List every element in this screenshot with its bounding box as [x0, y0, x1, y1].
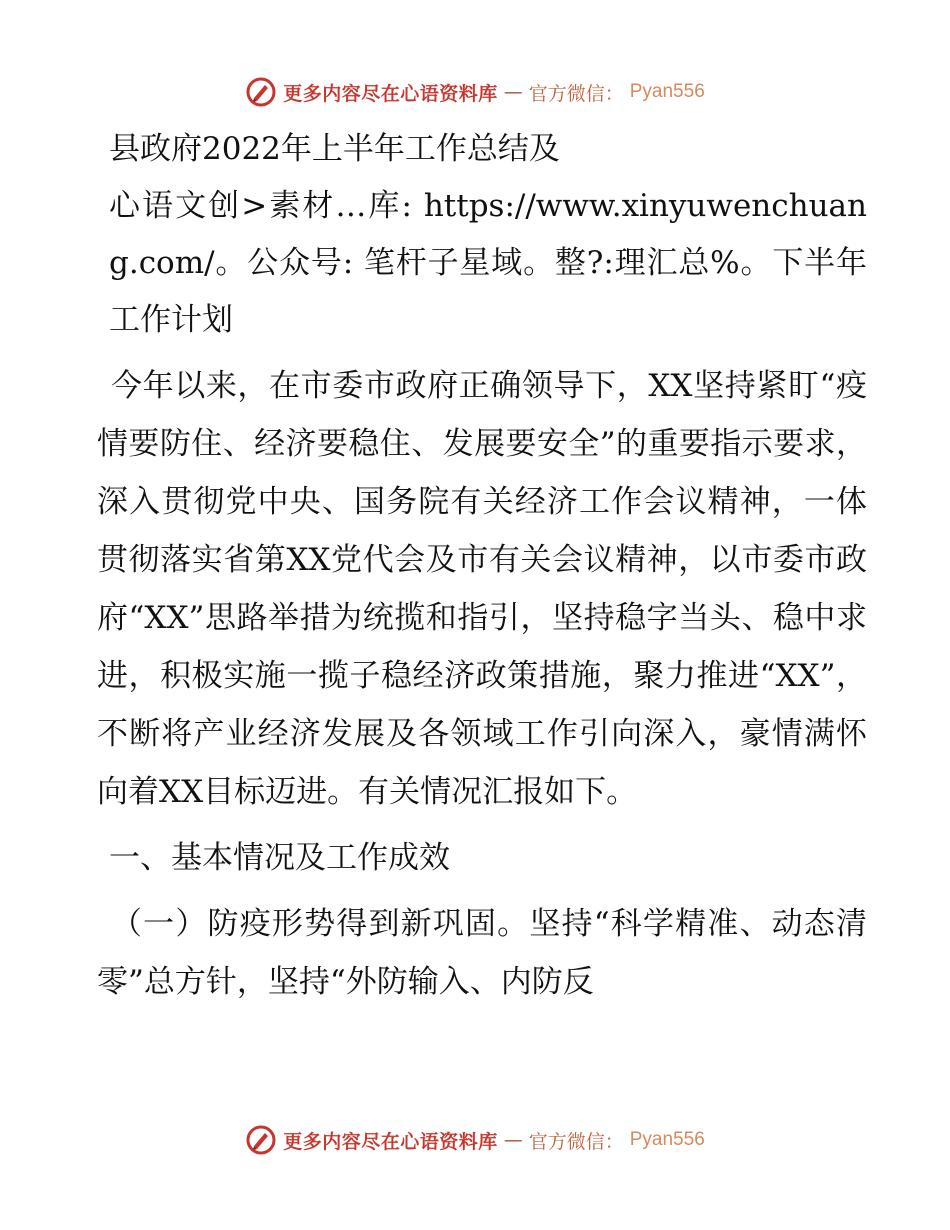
watermark-wechat-label: 官方微信： — [528, 82, 624, 105]
watermark-separator: — — [503, 81, 523, 103]
watermark-separator: — — [503, 1129, 523, 1151]
watermark-wechat-label: 官方微信： — [528, 1130, 624, 1153]
document-body — [97, 120, 867, 1011]
section-heading: 一、基本情况及工作成效 — [109, 840, 450, 876]
watermark-brand-text: 更多内容尽在心语资料库 — [283, 82, 498, 105]
source-note: 心语文创>素材…库: https://www.xinyuwenchuang.com/。公众号: 笔杆子星域。整?:理汇总%。下半年工作计划 — [109, 188, 867, 338]
item-1-paragraph: （一）防疫形势得到新巩固。坚持“科学精准、动态清零”总方针，坚持“外防输入、内防反 — [97, 906, 867, 1000]
watermark-brand-text: 更多内容尽在心语资料库 — [283, 1130, 498, 1153]
watermark-wechat-id: Pyan556 — [629, 1129, 705, 1150]
intro-paragraph: 今年以来，在市委市政府正确领导下，XX坚持紧盯“疫情要防住、经济要稳住、发展要安全”的重要指示要求，深入贯彻党中央、国务院有关经济工作会议精神，一体贯彻落实省第XX党代会及市有关会议精神，以市委市政府“XX”思路举措为统揽和指引，坚持稳字当头、稳中求进，积极实施一揽子稳经济政策措施，聚力推进“XX”，不断将产业经济发展及各领域工作引向深入，豪情满怀向着XX目标迈进。有关情况汇报如下。 — [97, 368, 867, 810]
header-watermark — [0, 72, 950, 112]
footer-watermark — [0, 1120, 950, 1160]
brand-logo-icon — [245, 76, 277, 108]
brand-logo-icon — [245, 1124, 277, 1156]
document-title: 县政府2022年上半年工作总结及 — [109, 131, 560, 167]
watermark-wechat-id: Pyan556 — [629, 81, 705, 102]
